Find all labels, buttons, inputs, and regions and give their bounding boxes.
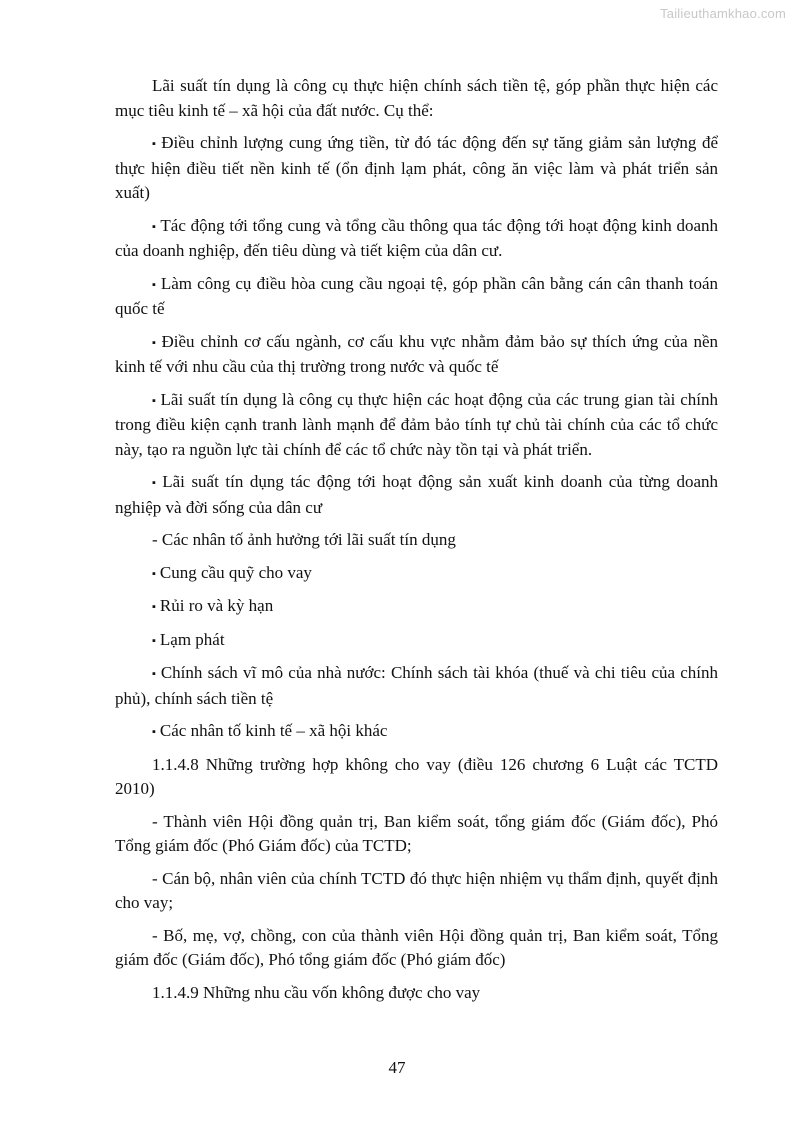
bullet-paragraph: ▪ Điều chỉnh cơ cấu ngành, cơ cấu khu vực nhằm đảm bảo sự thích ứng của nền kinh tế với nhu cầu của thị trường trong nước và quốc tế	[115, 331, 719, 376]
bullet-icon: ▪	[152, 567, 156, 580]
dash-paragraph: - Cán bộ, nhân viên của chính TCTD đó thực hiện nhiệm vụ thẩm định, quyết định cho vay;	[115, 868, 718, 912]
bullet-icon: ▪	[152, 394, 157, 407]
section-subheading: - Các nhân tố ảnh hưởng tới lãi suất tín dụng	[152, 530, 456, 549]
bullet-icon: ▪	[152, 668, 157, 680]
bullet-paragraph: ▪ Lãi suất tín dụng tác động tới hoạt động sản xuất kinh doanh của từng doanh nghiệp và đời sống của dân cư	[115, 472, 718, 517]
bullet-icon: ▪	[152, 634, 156, 647]
bullet-paragraph: ▪ Điều chỉnh lượng cung ứng tiền, từ đó tác động đến sự tăng giảm sản lượng để thực hiện điều tiết nền kinh tế (ổn định lạm phát, công ăn việc làm và phát triển sản xuất)	[115, 133, 718, 202]
bullet-paragraph: ▪ Cung cầu quỹ cho vay	[152, 562, 312, 582]
bullet-paragraph: ▪ Tác động tới tổng cung và tổng cầu thông qua tác động tới hoạt động kinh doanh của doanh nghiệp, đến tiêu dùng và tiết kiệm của dân cư.	[115, 215, 718, 260]
section-heading: 1.1.4.9 Những nhu cầu vốn không được cho vay	[152, 982, 481, 1002]
dash-paragraph: - Thành viên Hội đồng quản trị, Ban kiểm soát, tổng giám đốc (Giám đốc), Phó Tổng giám đốc (Phó Giám đốc) của TCTD;	[115, 811, 718, 855]
page-number: 47	[388, 1058, 406, 1077]
bullet-icon: ▪	[152, 278, 157, 291]
bullet-icon: ▪	[152, 601, 156, 613]
bullet-paragraph: ▪ Các nhân tố kinh tế – xã hội khác	[152, 721, 388, 740]
bullet-icon: ▪	[152, 726, 156, 738]
bullet-paragraph: ▪ Lạm phát	[152, 629, 225, 649]
bullet-paragraph: ▪ Rủi ro và kỳ hạn	[152, 596, 274, 615]
bullet-paragraph: ▪ Chính sách vĩ mô của nhà nước: Chính sách tài khóa (thuế và chi tiêu của chính phủ), chính sách tiền tệ	[115, 663, 718, 708]
bullet-icon: ▪	[152, 336, 158, 349]
watermark-text: Tailieuthamkhao.com	[660, 6, 786, 21]
bullet-paragraph: ▪ Làm công cụ điều hòa cung cầu ngoại tệ, góp phần cân bằng cán cân thanh toán quốc tế	[115, 273, 718, 318]
paragraph: Lãi suất tín dụng là công cụ thực hiện chính sách tiền tệ, góp phần thực hiện các mục tiêu kinh tế – xã hội của đất nước. Cụ thể:	[115, 76, 718, 120]
bullet-icon: ▪	[152, 138, 158, 150]
bullet-paragraph: ▪ Lãi suất tín dụng là công cụ thực hiện các hoạt động của các trung gian tài chính trong điều kiện cạnh tranh lành mạnh để đảm bảo tính tự chủ tài chính của các tổ chức này, tạo ra nguồn lực tài chính để các tổ chức này tồn tại và phát triển.	[115, 389, 719, 459]
dash-paragraph: - Bố, mẹ, vợ, chồng, con của thành viên Hội đồng quản trị, Ban kiểm soát, Tổng giám đốc (Giám đốc), Phó tổng giám đốc (Phó giám đốc)	[115, 925, 718, 969]
page-body	[115, 74, 718, 1013]
bullet-icon: ▪	[152, 477, 159, 489]
section-heading: 1.1.4.8 Những trường hợp không cho vay (điều 126 chương 6 Luật các TCTD 2010)	[115, 754, 718, 798]
bullet-icon: ▪	[152, 220, 157, 233]
